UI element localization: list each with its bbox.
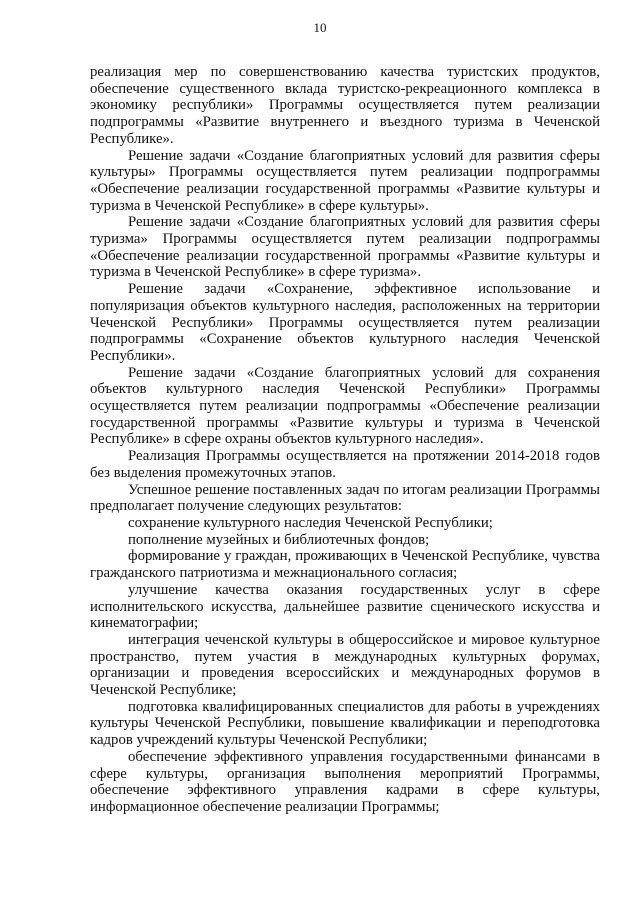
page-number: 10	[313, 20, 327, 35]
result-item: пополнение музейных и библиотечных фондов;	[128, 531, 430, 548]
paragraph: Реализация Программы осуществляется на протяжении 2014-2018 годов без выделения промежуточных этапов.	[90, 448, 600, 481]
document-body	[90, 64, 600, 816]
paragraph: Решение задачи «Сохранение, эффективное использование и популяризация объектов культурного наследия, расположенных на территории Чеченской Республики» Программы осуществляется путем реализации подпрограммы «Сохранение объектов культурного наследия Чеченской Республики».	[90, 281, 600, 364]
paragraph: Решение задачи «Создание благоприятных условий для развития сферы туризма» Программы осуществляется путем реализации подпрограммы «Обеспечение реализации государственной программы «Развитие культуры и туризма в Чеченской Республике» в сфере туризма».	[90, 214, 600, 281]
result-item: подготовка квалифицированных специалистов для работы в учреждениях культуры Чеченской Республики, повышение квалификации и переподготовка кадров учреждений культуры Чеченской Республики;	[90, 698, 600, 749]
paragraph-continuation: реализация мер по совершенствованию качества туристских продуктов, обеспечение существенного вклада туристско-рекреационного комплекса в экономику республики» Программы осуществляется путем реализации подпрограммы «Развитие внутреннего и въездного туризма в Чеченской Республике».	[90, 64, 600, 147]
result-item: сохранение культурного наследия Чеченской Республики;	[128, 514, 493, 531]
result-item: интеграция чеченской культуры в общероссийское и мировое культурное пространство, путем участия в международных культурных форумах, организации и проведения всероссийских и международных форумов в Чеченской Республике;	[90, 631, 600, 699]
result-item: формирование у граждан, проживающих в Чеченской Республике, чувства гражданского патриотизма и межнационального согласия;	[90, 548, 600, 582]
paragraph: Успешное решение поставленных задач по итогам реализации Программы предполагает получение следующих результатов:	[90, 481, 600, 515]
paragraph: Решение задачи «Создание благоприятных условий для развития сферы культуры» Программы осуществляется путем реализации подпрограммы «Обеспечение реализации государственной программы «Развитие культуры и туризма в Чеченской Республике» в сфере культуры».	[90, 147, 600, 214]
result-item: обеспечение эффективного управления государственными финансами в сфере культуры, организация выполнения мероприятий Программы, обеспечение эффективного управления кадрами в сфере культуры, информационное обеспечение реализации Программы;	[90, 748, 600, 815]
result-item: улучшение качества оказания государственных услуг в сфере исполнительского искусства, дальнейшее развитие сценического искусства и кинематографии;	[90, 581, 600, 632]
paragraph: Решение задачи «Создание благоприятных условий для сохранения объектов культурного наследия Чеченской Республики» Программы осуществляется путем реализации подпрограммы «Обеспечение реализации государственной программы «Развитие культуры и туризма в Чеченской Республике» в сфере охраны объектов культурного наследия».	[90, 364, 600, 448]
